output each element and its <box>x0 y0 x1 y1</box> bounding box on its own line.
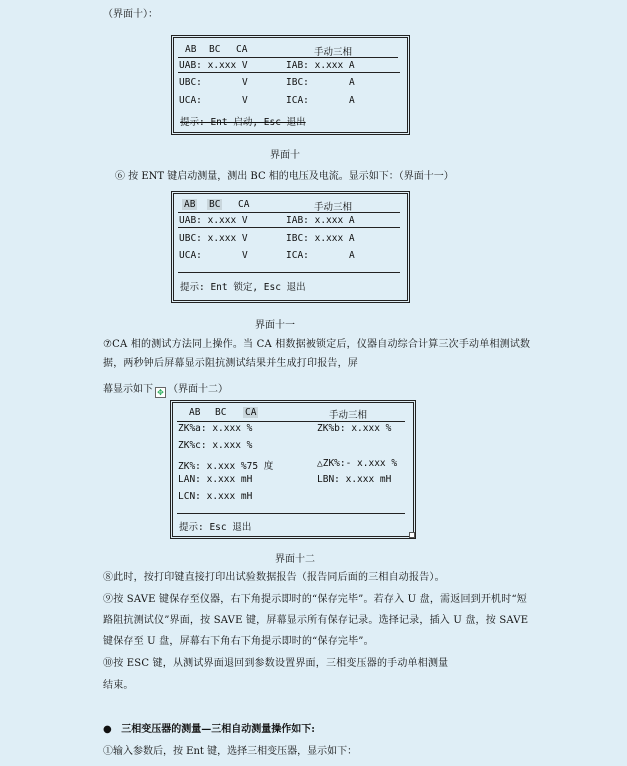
ubc-label: UBC: <box>179 77 202 88</box>
uab-value: UAB: x.xxx V <box>179 215 248 226</box>
ica-label: ICA: <box>286 95 309 106</box>
tab-ab: AB <box>189 407 201 418</box>
delta-zk-value: △ZK%:- x.xxx % <box>317 458 398 469</box>
mode-label: 手动三相 <box>329 410 368 421</box>
tab-ab: AB <box>184 199 196 210</box>
ica-unit: A <box>349 95 355 106</box>
step-7-line-3 <box>103 380 228 395</box>
uca-unit: V <box>242 250 248 261</box>
zka-value: ZK%a: x.xxx % <box>178 423 253 434</box>
mode-label: 手动三相 <box>314 202 353 213</box>
zk-value: ZK%: x.xxx %75 度 <box>178 461 274 472</box>
step-9-line-3: 键保存至 U 盘，屏幕右下角右下角提示即时的“保存完毕”。 <box>103 636 374 647</box>
lcn-value: LCN: x.xxx mH <box>178 491 253 502</box>
step-6-text: ⑥ 按 ENT 键启动测量，测出 BC 相的电压及电流。显示如下：（界面十一） <box>115 171 454 182</box>
iab-value: IAB: x.xxx A <box>286 60 355 71</box>
caption-10: 界面十 <box>270 150 300 161</box>
lbn-value: LBN: x.xxx mH <box>317 474 392 485</box>
uca-label: UCA: <box>179 95 202 106</box>
step-9-line-1: ⑨按 SAVE 键保存至仪器，右下角提示即时的“保存完毕”。若存入 U 盘，需返回到开机时“短 <box>103 594 527 605</box>
step-7-line-3-text: 幕显示如下 <box>103 384 153 395</box>
uca-label: UCA: <box>179 250 202 261</box>
iab-value: IAB: x.xxx A <box>286 215 355 226</box>
move-handle-icon[interactable]: ✥ <box>155 387 166 398</box>
tab-bc: BC <box>215 407 227 418</box>
screen-11 <box>171 191 410 303</box>
section-heading <box>103 720 315 735</box>
top-note: （界面十）： <box>103 9 158 20</box>
ubc-value: UBC: x.xxx V <box>179 233 248 244</box>
ica-label: ICA: <box>286 250 309 261</box>
step-7-ref: （界面十二） <box>168 384 228 395</box>
resize-handle[interactable] <box>409 532 415 538</box>
hint-text: 提示: Esc 退出 <box>179 522 252 533</box>
ibc-unit: A <box>349 77 355 88</box>
ica-unit: A <box>349 250 355 261</box>
step-8-text: ⑧此时，按打印键直接打印出试验数据报告（报告同后面的三相自动报告）。 <box>103 572 445 583</box>
step-1-text: ①输入参数后，按 Ent 键，选择三相变压器，显示如下： <box>103 746 358 757</box>
zkc-value: ZK%c: x.xxx % <box>178 440 253 451</box>
tab-ab: AB <box>185 44 197 55</box>
step-10-line-2: 结束。 <box>103 680 134 691</box>
step-7-line-1: ⑦CA 相的测试方法同上操作。当 CA 相数据被锁定后，仪器自动综合计算三次手动单相测试数 <box>103 339 531 350</box>
step-10-line-1: ⑩按 ESC 键，从测试界面退回到参数设置界面，三相变压器的手动单相测量 <box>103 658 449 669</box>
zkb-value: ZK%b: x.xxx % <box>317 423 392 434</box>
tab-bc: BC <box>209 44 221 55</box>
tab-bc: BC <box>209 199 221 210</box>
uca-unit: V <box>242 95 248 106</box>
ubc-unit: V <box>242 77 248 88</box>
tab-ca: CA <box>245 407 257 418</box>
ibc-label: IBC: <box>286 77 309 88</box>
tab-ca: CA <box>238 199 250 210</box>
tab-ca: CA <box>236 44 248 55</box>
caption-12: 界面十二 <box>275 554 315 565</box>
ibc-value: IBC: x.xxx A <box>286 233 355 244</box>
step-7-line-2: 据，两秒钟后屏幕显示阻抗测试结果并生成打印报告，屏 <box>103 358 358 369</box>
screen-12 <box>170 400 416 539</box>
section-title: 三相变压器的测量—三相自动测量操作如下: <box>121 724 315 735</box>
lan-value: LAN: x.xxx mH <box>178 474 253 485</box>
caption-11: 界面十一 <box>255 320 295 331</box>
step-9-line-2: 路阻抗测试仪”界面，按 SAVE 键，屏幕显示所有保存记录。选择记录，插入 U 盘，按 SAVE <box>103 615 529 626</box>
bullet-icon: ● <box>103 724 112 735</box>
mode-label: 手动三相 <box>314 47 353 58</box>
screen-10 <box>171 35 410 135</box>
hint-text: 提示: Ent 启动, Esc 退出 <box>180 117 306 128</box>
hint-text: 提示: Ent 锁定, Esc 退出 <box>180 282 306 293</box>
uab-value: UAB: x.xxx V <box>179 60 248 71</box>
